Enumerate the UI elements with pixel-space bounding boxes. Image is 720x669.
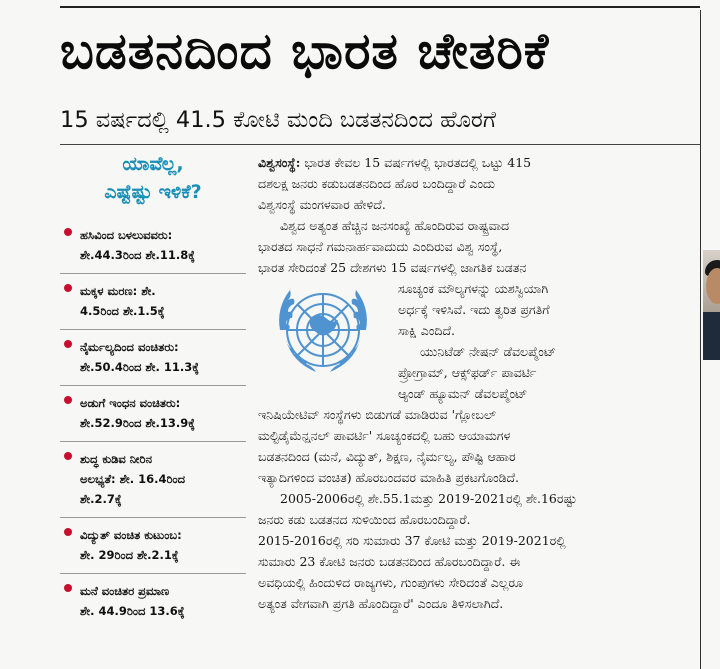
headline: ಬಡತನದಿಂದ ಭಾರತ ಚೇತರಿಕೆ: [60, 22, 550, 80]
sidebar-item-sanitation: [60, 330, 246, 386]
article-line: ಜನರು ಕಡು ಬಡತನದ ಸುಳಿಯಿಂದ ಹೊರಬಂದಿದ್ದಾರೆ.: [258, 512, 471, 527]
sidebar-item-housing: [60, 574, 246, 629]
sidebar-item-line1: ನೈರ್ಮಲ್ಯದಿಂದ ವಂಚಿತರು:: [80, 340, 179, 354]
article-line: ಇತ್ಯಾದಿಗಳಿಂದ ವಂಚಿತ) ಹೊರಬಂದವರ ಮಾಹಿತಿ ಪ್ರಕಟಗೊಂಡಿದೆ.: [258, 470, 520, 485]
sidebar-item-line2: ಶೇ. 44.9ರಿಂದ 13.6ಕ್ಕೆ: [80, 604, 185, 618]
wrap-text-block: [398, 278, 690, 404]
bullet-icon: [64, 284, 72, 292]
bullet-icon: [64, 228, 72, 236]
sidebar-item-line1: ಹಸಿವಿಂದ ಬಳಲುವವರು:: [80, 228, 173, 242]
bullet-icon: [64, 396, 72, 404]
sidebar-box: [60, 150, 246, 629]
article-line: ದಶಲಕ್ಷ ಜನರು ಕಡುಬಡತನದಿಂದ ಹೊರ ಬಂದಿದ್ದಾರೆ ಎಂದು: [258, 176, 496, 191]
sidebar-item-child-mortality: [60, 274, 246, 330]
subheadline-rule: [60, 144, 700, 145]
sidebar-item-line1: ವಿದ್ಯುತ್ ವಂಚಿತ ಕುಟುಂಬ:: [80, 528, 182, 542]
sidebar-item-drinking-water: [60, 442, 246, 518]
logo-wrap-row: [258, 278, 690, 404]
sidebar-item-line2: ಶೇ.52.9ರಿಂದ ಶೇ.13.9ಕ್ಕೆ: [80, 416, 195, 430]
article-line: ಸಾಕ್ಷಿ ಎಂದಿದೆ.: [398, 323, 455, 338]
sidebar-item-line2: ಅಲಭ್ಯತೆ: ಶೇ. 16.4ರಿಂದ: [80, 472, 186, 486]
article-line: ಅತ್ಯಂತ ವೇಗವಾಗಿ ಪ್ರಗತಿ ಹೊಂದಿದ್ದಾರೆ' ಎಂದೂ ತಿಳಿಸಲಾಗಿದೆ.: [258, 596, 504, 611]
article-line: ಅರ್ಧಕ್ಕೆ ಇಳಿಸಿವೆ. ಇದು ತ್ವರಿತ ಪ್ರಗತಿಗೆ: [398, 302, 550, 317]
sidebar-item-line2: ಶೇ.44.3ರಿಂದ ಶೇ.11.8ಕ್ಕೆ: [80, 248, 195, 262]
sidebar-item-electricity: [60, 518, 246, 574]
article-line-text: ಭಾರತ ಕೇವಲ 15 ವರ್ಷಗಳಲ್ಲಿ ಭಾರತದಲ್ಲಿ ಒಟ್ಟು 415: [300, 155, 532, 170]
sidebar-item-line3: ಶೇ.2.7ಕ್ಕೆ: [80, 492, 122, 506]
united-nations-emblem-icon: [258, 270, 388, 396]
sidebar-item-line2: 4.5ರಿಂದ ಶೇ.1.5ಕ್ಕೆ: [80, 304, 165, 318]
bullet-icon: [64, 340, 72, 348]
article-body: [258, 152, 690, 614]
dateline: ವಿಶ್ವಸಂಸ್ಥೆ:: [258, 155, 301, 170]
article-line: ಭಾರತ ಸೇರಿದಂತೆ 25 ದೇಶಗಳು 15 ವರ್ಷಗಳಲ್ಲಿ ಜಾಗತಿಕ ಬಡತನ: [258, 260, 527, 275]
sidebar-item-line2: ಶೇ. 29ರಿಂದ ಶೇ.2.1ಕ್ಕೆ: [80, 548, 179, 562]
bullet-icon: [64, 452, 72, 460]
sidebar-title-line2: ಎಷ್ಟೆಷ್ಟು ಇಳಿಕೆ?: [104, 181, 202, 203]
article-line: ಮಲ್ಟಿಡೈಮೆನ್ಷನಲ್ ಪಾವರ್ಟಿ' ಸೂಚ್ಯಂಕದಲ್ಲಿ ಬಹು ಆಯಾಮಗಳ: [258, 428, 511, 443]
article-line: ಯುನಿಟೆಡ್ ನೇಷನ್ ಡೆವಲಪ್ಮೆಂಟ್: [420, 344, 557, 359]
article-line: ಆ್ಯಂಡ್ ಹ್ಯೂಮನ್ ಡೆವಲಪ್ಮೆಂಟ್: [398, 386, 528, 401]
top-rule: [60, 6, 700, 8]
bullet-icon: [64, 584, 72, 592]
article-line: ವಿಶ್ವದ ಅತ್ಯಂತ ಹೆಚ್ಚಿನ ಜನಸಂಖ್ಯೆ ಹೊಂದಿರುವ ರಾಷ್ಟ್ರವಾದ: [280, 218, 510, 233]
article-line: ವಿಶ್ವಸಂಸ್ಥೆ ಮಂಗಳವಾರ ಹೇಳಿದೆ.: [258, 197, 386, 212]
column-rule: [700, 10, 701, 669]
subheadline: 15 ವರ್ಷದಲ್ಲಿ 41.5 ಕೋಟಿ ಮಂದಿ ಬಡತನದಿಂದ ಹೊರಗೆ: [60, 107, 496, 133]
sidebar-item-line1: ಮಕ್ಕಳ ಮರಣ: ಶೇ.: [80, 284, 156, 298]
article-line: ಭಾರತದ ಸಾಧನೆ ಗಮನಾರ್ಹವಾದುದು ಎಂದಿರುವ ವಿಶ್ವ ಸಂಸ್ಥೆ,: [258, 239, 503, 254]
bullet-icon: [64, 528, 72, 536]
article-line: ಅವಧಿಯಲ್ಲಿ ಹಿಂದುಳಿದ ರಾಜ್ಯಗಳು, ಗುಂಪುಗಳು ಸೇರಿದಂತೆ ಎಲ್ಲರೂ: [258, 575, 524, 590]
sidebar-item-line1: ಮನೆ ವಂಚಿತರ ಪ್ರಮಾಣ: [80, 584, 170, 598]
photo-suit: [703, 312, 720, 360]
sidebar-item-cooking-fuel: [60, 386, 246, 442]
sidebar-item-line2: ಶೇ.50.4ರಿಂದ ಶೇ. 11.3ಕ್ಕೆ: [80, 360, 199, 374]
article-line: [258, 152, 690, 173]
article-line: 2015-2016ರಲ್ಲಿ ಸರಿ ಸುಮಾರು 37 ಕೋಟಿ ಮತ್ತು 2019-2021ರಲ್ಲಿ: [258, 533, 566, 548]
article-line: ಸುಮಾರು 23 ಕೋಟಿ ಜನರು ಬಡತನದಿಂದ ಹೊರಬಂದಿದ್ದಾರೆ. ಈ: [258, 554, 521, 569]
article-line: 2005-2006ರಲ್ಲಿ ಶೇ.55.1ಮತ್ತು 2019-2021ರಲ್ಲಿ ಶೇ.16ರಷ್ಟು: [280, 491, 577, 506]
sidebar-item-hunger: [60, 218, 246, 274]
sidebar-title: [60, 150, 246, 206]
article-line: ಇನಿಷಿಯೇಟಿವ್ ಸಂಸ್ಥೆಗಳು ಬಿಡುಗಡೆ ಮಾಡಿರುವ 'ಗ್ಲೋಬಲ್: [258, 407, 497, 422]
article-line: ಪ್ರೋಗ್ರಾಮ್, ಆಕ್ಸ್‌ಫರ್ಡ್ ಪಾವರ್ಟಿ: [398, 365, 537, 380]
adjacent-article-photo: [703, 250, 720, 360]
article-line: ಬಡತನದಿಂದ (ಮನೆ, ವಿದ್ಯುತ್, ಶಿಕ್ಷಣ, ನೈರ್ಮಲ್ಯ, ಪೌಷ್ಟಿ ಆಹಾರ: [258, 449, 516, 464]
photo-face: [706, 268, 720, 304]
sidebar-item-line1: ಅಡುಗೆ ಇಂಧನ ವಂಚಿತರು:: [80, 396, 181, 410]
article-line: ಸೂಚ್ಯಂಕ ಮೌಲ್ಯಗಳನ್ನು ಯಶಸ್ವಿಯಾಗಿ: [398, 281, 549, 296]
sidebar-title-line1: ಯಾವೆಲ್ಲ,: [122, 153, 184, 175]
sidebar-item-line1: ಶುದ್ಧ ಕುಡಿವ ನೀರಿನ: [80, 452, 152, 466]
